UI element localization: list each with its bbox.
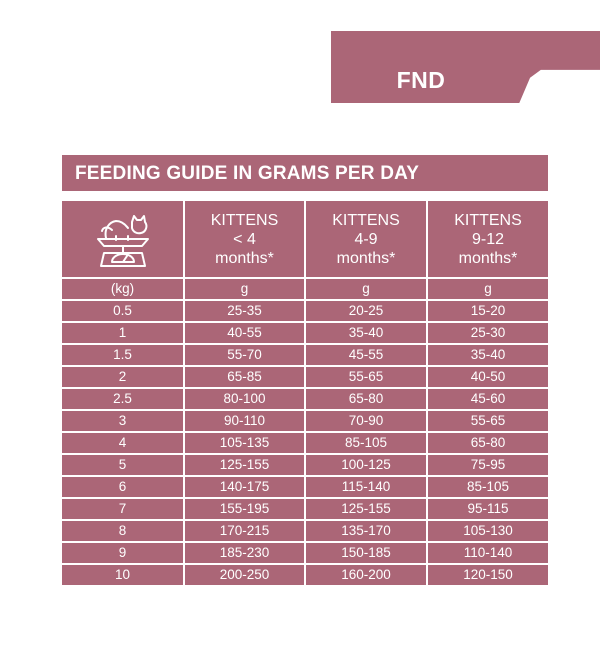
amount-cell: 170-215 <box>184 520 305 542</box>
amount-cell: 105-135 <box>184 432 305 454</box>
weight-cell: 0.5 <box>62 300 184 322</box>
amount-cell: 35-40 <box>305 322 427 344</box>
amount-cell: 160-200 <box>305 564 427 585</box>
amount-cell: 55-65 <box>427 410 548 432</box>
unit-cell: g <box>184 278 305 300</box>
amount-cell: 140-175 <box>184 476 305 498</box>
table-header-row <box>62 201 548 278</box>
table-row <box>62 498 548 520</box>
amount-cell: 40-50 <box>427 366 548 388</box>
unit-cell: g <box>427 278 548 300</box>
amount-cell: 120-150 <box>427 564 548 585</box>
amount-cell: 95-115 <box>427 498 548 520</box>
amount-cell: 20-25 <box>305 300 427 322</box>
amount-cell: 100-125 <box>305 454 427 476</box>
table-row <box>62 410 548 432</box>
brand-name: FND <box>396 67 446 93</box>
weight-cell: 8 <box>62 520 184 542</box>
amount-cell: 15-20 <box>427 300 548 322</box>
weight-cell: 3 <box>62 410 184 432</box>
amount-cell: 150-185 <box>305 542 427 564</box>
weight-cell: 2 <box>62 366 184 388</box>
table-row <box>62 542 548 564</box>
amount-cell: 65-80 <box>305 388 427 410</box>
table-row <box>62 344 548 366</box>
table-row <box>62 432 548 454</box>
amount-cell: 80-100 <box>184 388 305 410</box>
amount-cell: 110-140 <box>427 542 548 564</box>
unit-cell: g <box>305 278 427 300</box>
weight-cell: 9 <box>62 542 184 564</box>
amount-cell: 75-95 <box>427 454 548 476</box>
kittens-9-12-months-header: KITTENS 9-12 months* <box>427 201 548 278</box>
amount-cell: 65-80 <box>427 432 548 454</box>
table-row <box>62 520 548 542</box>
amount-cell: 115-140 <box>305 476 427 498</box>
unit-cell: (kg) <box>62 278 184 300</box>
table-row <box>62 564 548 585</box>
feeding-guide-table <box>62 201 548 585</box>
amount-cell: 105-130 <box>427 520 548 542</box>
amount-cell: 155-195 <box>184 498 305 520</box>
amount-cell: 55-70 <box>184 344 305 366</box>
weight-cell: 1 <box>62 322 184 344</box>
amount-cell: 65-85 <box>184 366 305 388</box>
amount-cell: 40-55 <box>184 322 305 344</box>
weight-cell: 2.5 <box>62 388 184 410</box>
table-row <box>62 300 548 322</box>
weight-cell: 10 <box>62 564 184 585</box>
table-row <box>62 454 548 476</box>
amount-cell: 200-250 <box>184 564 305 585</box>
units-row <box>62 278 548 300</box>
weight-cell: 7 <box>62 498 184 520</box>
amount-cell: 45-60 <box>427 388 548 410</box>
amount-cell: 25-30 <box>427 322 548 344</box>
amount-cell: 185-230 <box>184 542 305 564</box>
amount-cell: 25-35 <box>184 300 305 322</box>
amount-cell: 45-55 <box>305 344 427 366</box>
table-row <box>62 388 548 410</box>
amount-cell: 135-170 <box>305 520 427 542</box>
weight-cell: 1.5 <box>62 344 184 366</box>
amount-cell: 70-90 <box>305 410 427 432</box>
amount-cell: 55-65 <box>305 366 427 388</box>
amount-cell: 125-155 <box>305 498 427 520</box>
amount-cell: 85-105 <box>427 476 548 498</box>
table-row <box>62 322 548 344</box>
table-row <box>62 476 548 498</box>
weight-header-cell <box>62 201 184 278</box>
amount-cell: 125-155 <box>184 454 305 476</box>
weight-cell: 5 <box>62 454 184 476</box>
feeding-guide-title: FEEDING GUIDE IN GRAMS PER DAY <box>62 155 548 191</box>
cat-on-scale-icon <box>92 208 154 270</box>
weight-cell: 4 <box>62 432 184 454</box>
table-row <box>62 366 548 388</box>
kittens-under-4-months-header: KITTENS < 4 months* <box>184 201 305 278</box>
amount-cell: 35-40 <box>427 344 548 366</box>
kittens-4-9-months-header: KITTENS 4-9 months* <box>305 201 427 278</box>
weight-cell: 6 <box>62 476 184 498</box>
amount-cell: 85-105 <box>305 432 427 454</box>
amount-cell: 90-110 <box>184 410 305 432</box>
